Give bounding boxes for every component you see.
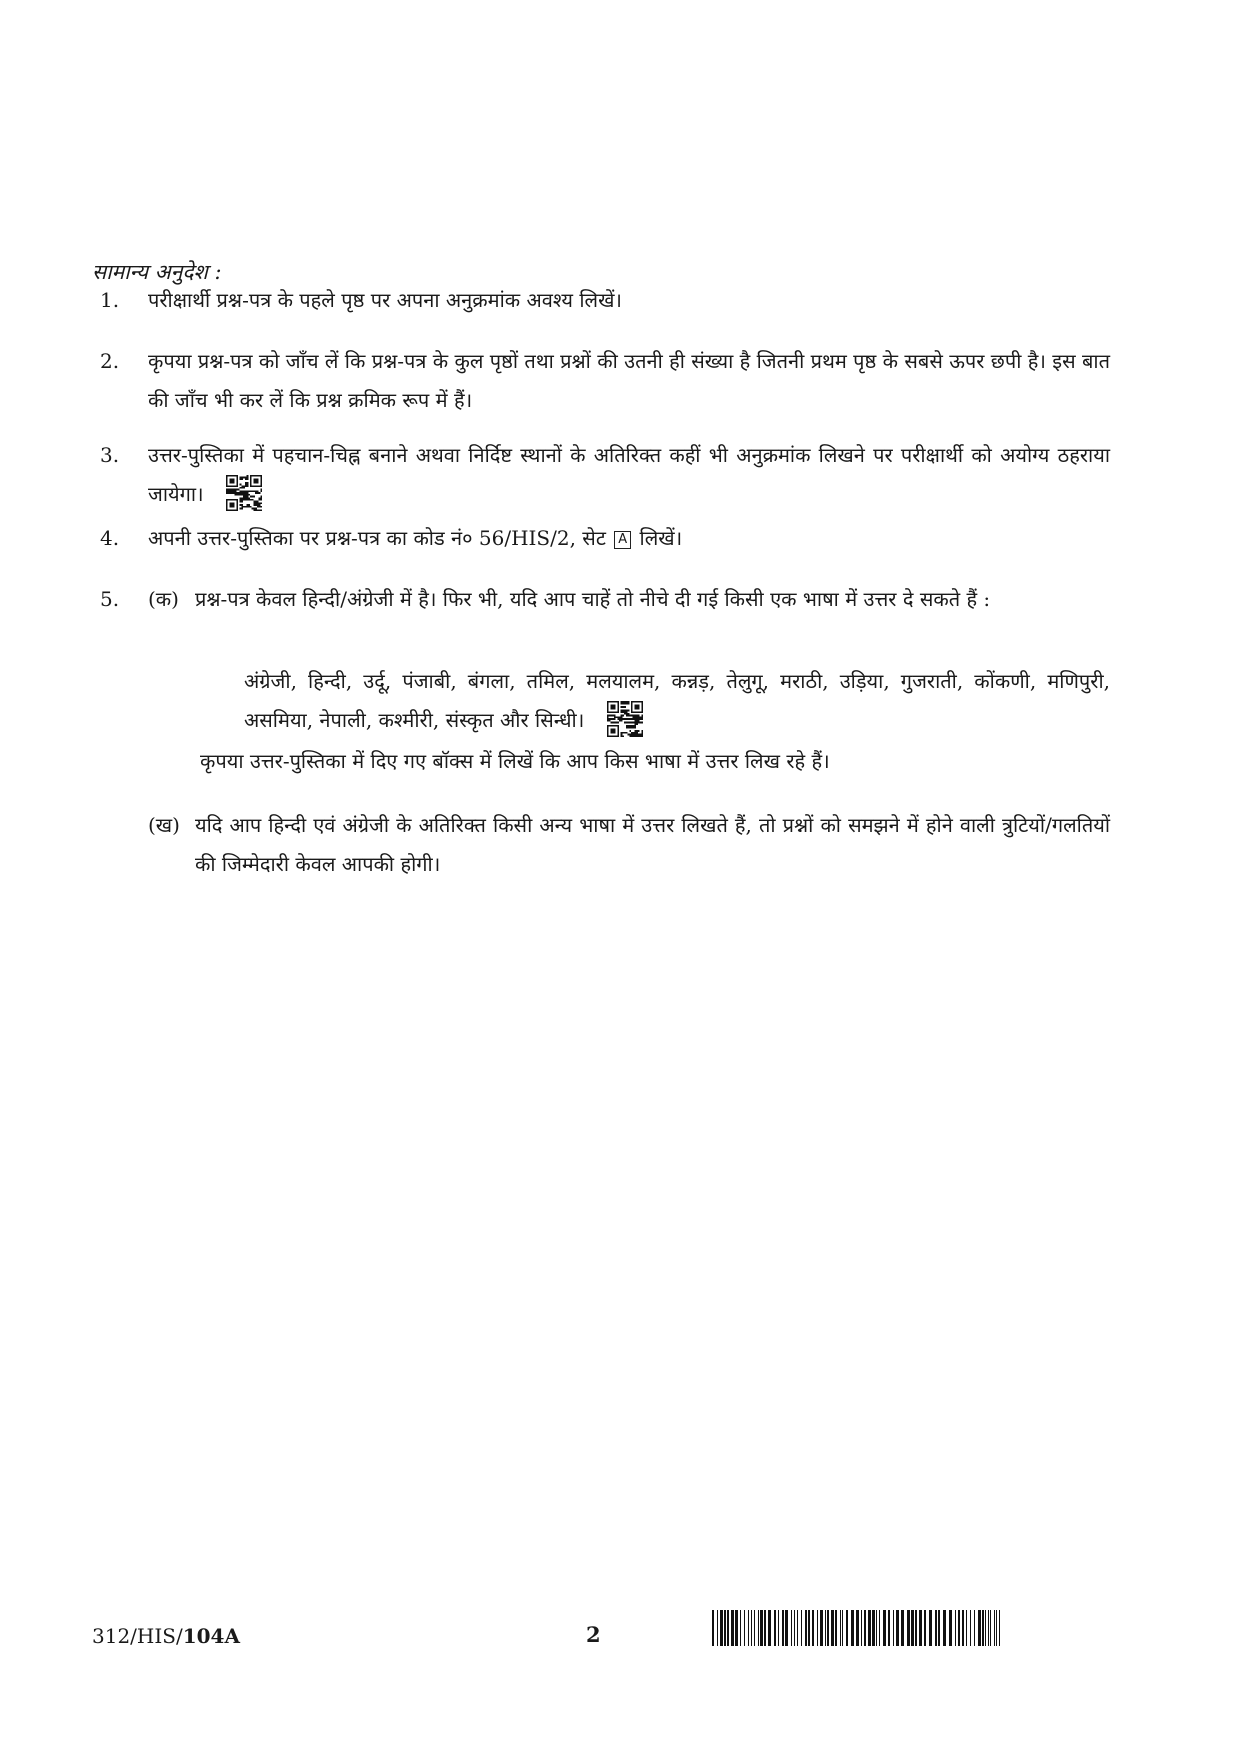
sub-item-label-ka: (क) [148,587,179,611]
instruction-text: परीक्षार्थी प्रश्न-पत्र के पहले पृष्ठ पर अपना अनुक्रमांक अवश्य लिखें। [148,288,623,312]
sub-item-text-ka: प्रश्न-पत्र केवल हिन्दी/अंग्रेजी में है। फिर भी, यदि आप चाहें तो नीचे दी गई किसी एक भाषा में उत्तर दे सकते हैं : [195,587,991,611]
sub-item-text-kha: यदि आप हिन्दी एवं अंग्रेजी के अतिरिक्त किसी अन्य भाषा में उत्तर लिखते हैं, तो प्रश्नों को समझने में होने वाली त्रुटियों/गलतियों की जिम्मेदारी केवल आपकी होगी। [195,813,1110,876]
instruction-number: 3. [100,443,120,467]
sub-item-label-kha: (ख) [148,813,180,837]
instruction-text: अपनी उत्तर-पुस्तिका पर प्रश्न-पत्र का कोड नं० 56/HIS/2, सेट [148,526,606,550]
paper-code [92,1624,240,1648]
sub-item-note [200,742,1110,781]
qr-code-icon [607,701,643,737]
instruction-text-wrap [148,436,1110,514]
barcode-icon [712,1610,1004,1646]
instruction-text: उत्तर-पुस्तिका में पहचान-चिह्न बनाने अथवा निर्दिष्ट स्थानों के अतिरिक्त कहीं भी अनुक्रमांक लिखने पर परीक्षार्थी को अयोग्य ठहराया जायेगा। [148,443,1110,506]
language-list [244,662,1110,740]
instruction-number: 1. [100,288,120,312]
page-number: 2 [586,1622,601,1647]
instruction-text: कृपया प्रश्न-पत्र को जाँच लें कि प्रश्न-पत्र के कुल पृष्ठों तथा प्रश्नों की उतनी ही संख्या है जितनी प्रथम पृष्ठ के सबसे ऊपर छपी है। इस बात की जाँच भी कर लें कि प्रश्न क्रमिक रूप में हैं। [148,349,1110,412]
sub-item-note-text: कृपया उत्तर-पुस्तिका में दिए गए बॉक्स में लिखें कि आप किस भाषा में उत्तर लिख रहे हैं। [200,749,830,773]
paper-code-prefix: 312/HIS/ [92,1624,183,1648]
section-heading: सामान्य अनुदेश : [92,260,222,284]
instruction-text-wrap [148,519,1110,558]
set-letter-box: A [614,531,631,549]
language-list-text: अंग्रेजी, हिन्दी, उर्दू, पंजाबी, बंगला, तमिल, मलयालम, कन्नड़, तेलुगू, मराठी, उड़िया, गुजराती, कोंकणी, मणिपुरी, असमिया, नेपाली, कश्मीरी, संस्कृत और सिन्धी। [244,669,1110,732]
instruction-number: 5. [100,587,120,611]
paper-code-suffix: 104A [182,1624,240,1648]
instruction-number: 2. [100,349,120,373]
instruction-text: लिखें। [639,526,683,550]
instruction-number: 4. [100,526,120,550]
qr-code-icon [226,475,262,511]
